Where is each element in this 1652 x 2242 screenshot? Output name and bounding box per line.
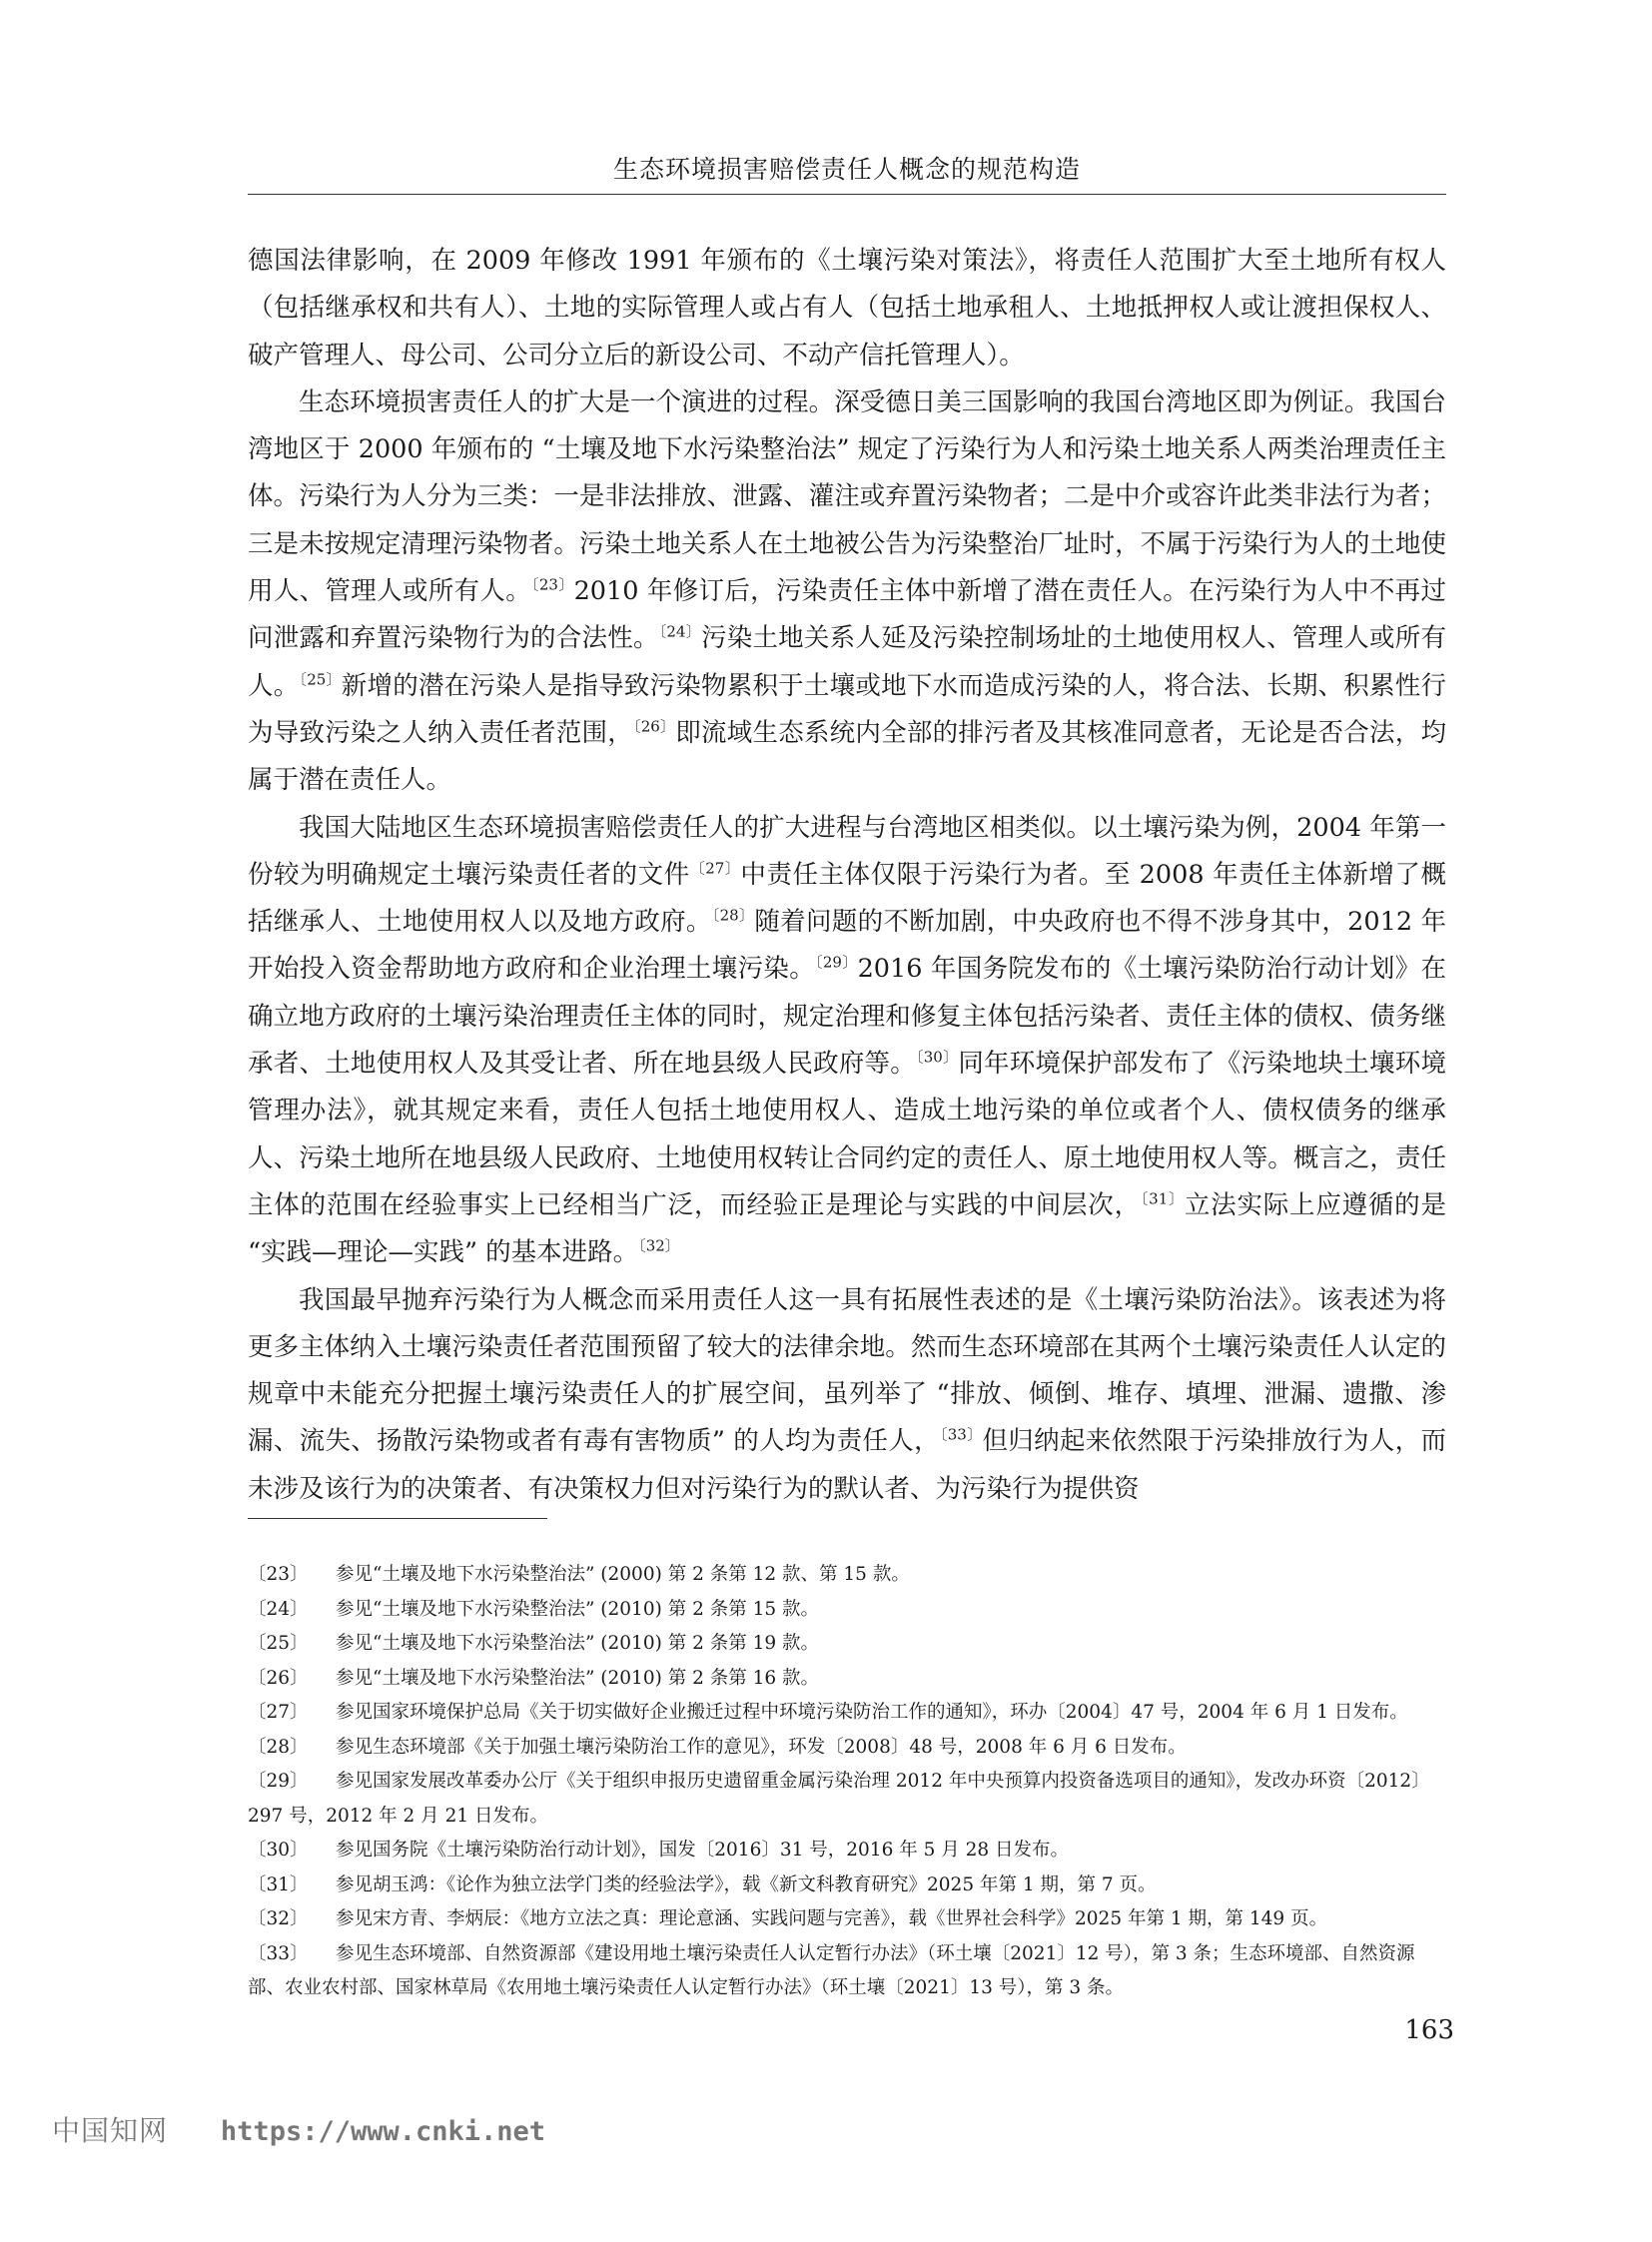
footnote-text: 参见生态环境部《关于加强土壤污染防治工作的意见》，环发〔2008〕48 号，2008 年 6 月 6 日发布。 [336, 1736, 1187, 1758]
cnki-watermark[interactable] [52, 2109, 545, 2149]
footnote-text: 参见国家环境保护总局《关于切实做好企业搬迁过程中环境污染防治工作的通知》，环办〔2004〕47 号，2004 年 6 月 1 日发布。 [336, 1702, 1408, 1723]
footnote [248, 1696, 1446, 1731]
body-paragraph [248, 238, 1446, 379]
footnote-text: 参见“土壤及地下水污染整治法” (2010) 第 2 条第 19 款。 [336, 1633, 820, 1654]
paragraph-text: 但归纳起来依然限于污染排放行为人，而未涉及该行为的决策者、有决策权力但对污染行为的默认者、为污染行为提供资 [248, 1426, 1446, 1504]
footnote-ref[interactable]: 〔25〕 [299, 670, 342, 689]
footnote-number: 〔31〕 [248, 1873, 309, 1895]
footnote-text: 参见生态环境部、自然资源部《建设用地土壤污染责任人认定暂行办法》（环土壤〔2021〕12 号），第 3 条；生态环境部、自然资源部、农业农村部、国家林草局《农用地土壤污染责任人认定暂行办法》（环土壤〔2021〕13 号），第 3 条。 [248, 1942, 1415, 1998]
footnote-number: 〔32〕 [248, 1908, 309, 1929]
footnote-number: 〔24〕 [248, 1598, 309, 1620]
footnote [248, 1593, 1446, 1628]
footnote-text: 参见“土壤及地下水污染整治法” (2000) 第 2 条第 12 款、第 15 款。 [336, 1564, 910, 1585]
footnote [248, 1731, 1446, 1766]
paragraph-text: 污染土地关系人延及污染控制场址的土地使用权人、管理人或所有人。 [248, 623, 1446, 701]
paragraph-text: 生态环境损害责任人的扩大是一个演进的过程。深受德日美三国影响的我国台湾地区即为例证。我国台湾地区于 2000 年颁布的 “土壤及地下水污染整治法” 规定了污染行为人和污染土地关系人两类治理责任主体。污染行为人分为三类：一是非法排放、泄露、灌注或弃置污染物者；二是中介或容许此类非法行为者；三是未按规定清理污染物者。污染土地关系人在土地被公告为污染整治厂址时，不属于污染行为人的土地使用人、管理人或所有人。 [248, 386, 1446, 607]
footnote-ref[interactable]: 〔28〕 [711, 906, 755, 925]
footnotes [248, 1558, 1446, 2006]
paragraph-text: 我国大陆地区生态环境损害赔偿责任人的扩大进程与台湾地区相类似。以土壤污染为例，2004 年第一份较为明确规定土壤污染责任者的文件 [248, 812, 1446, 890]
footnote [248, 1558, 1446, 1593]
footnote-text: 参见国家发展改革委办公厅《关于组织申报历史遗留重金属污染治理 2012 年中央预算内投资备选项目的通知》，发改办环资〔2012〕297 号，2012 年 2 月 21 日发布。 [248, 1771, 1430, 1827]
footnote [248, 1765, 1446, 1834]
body-paragraph [248, 1277, 1446, 1513]
footnote [248, 1868, 1446, 1903]
footnote-ref[interactable]: 〔29〕 [815, 953, 858, 972]
footnote-number: 〔33〕 [248, 1942, 309, 1964]
footnote-ref[interactable]: 〔32〕 [638, 1236, 680, 1255]
footnote-number: 〔23〕 [248, 1564, 309, 1585]
body-text [248, 238, 1446, 1513]
footnote-ref[interactable]: 〔23〕 [531, 575, 574, 594]
footnote [248, 1902, 1446, 1937]
footnote-number: 〔26〕 [248, 1667, 309, 1689]
footnote [248, 1937, 1446, 2006]
paragraph-text: 德国法律影响，在 2009 年修改 1991 年颁布的《土壤污染对策法》，将责任人范围扩大至土地所有权人（包括继承权和共有人）、土地的实际管理人或占有人（包括土地承租人、土地抵押权人或让渡担保权人、破产管理人、母公司、公司分立后的新设公司、不动产信托管理人）。 [248, 246, 1446, 371]
paragraph-text: 即流域生态系统内全部的排污者及其核准同意者，无论是否合法，均属于潜在责任人。 [248, 717, 1446, 796]
footnote-number: 〔27〕 [248, 1702, 309, 1723]
footnote-number: 〔28〕 [248, 1736, 309, 1758]
paragraph-text: 我国最早抛弃污染行为人概念而采用责任人这一具有拓展性表述的是《土壤污染防治法》。该表述为将更多主体纳入土壤污染责任者范围预留了较大的法律余地。然而生态环境部在其两个土壤污染责任人认定的规章中未能充分把握土壤污染责任人的扩展空间，虽列举了 “排放、倾倒、堆存、填埋、泄漏、遗撒、渗漏、流失、扬散污染物或者有毒有害物质” 的人均为责任人， [248, 1284, 1446, 1457]
footnote-text: 参见“土壤及地下水污染整治法” (2010) 第 2 条第 16 款。 [336, 1667, 820, 1689]
footnote-number: 〔25〕 [248, 1633, 309, 1654]
paragraph-text: 中责任主体仅限于污染行为者。至 2008 年责任主体新增了概括继承人、土地使用权人以及地方政府。 [248, 859, 1447, 938]
footnote-text: 参见“土壤及地下水污染整治法” (2010) 第 2 条第 15 款。 [336, 1598, 820, 1620]
footnote-number: 〔29〕 [248, 1771, 309, 1792]
footnote [248, 1627, 1446, 1662]
footnote-ref[interactable]: 〔33〕 [939, 1425, 983, 1444]
footnote-text: 参见宋方青、李炳辰：《地方立法之真：理论意涵、实践问题与完善》，载《世界社会科学》2025 年第 1 期，第 149 页。 [336, 1908, 1328, 1929]
footnote-text: 参见国务院《土壤污染防治行动计划》，国发〔2016〕31 号，2016 年 5 月 28 日发布。 [336, 1840, 1070, 1861]
paragraph-text: 2010 年修订后，污染责任主体中新增了潜在责任人。在污染行为人中不再过问泄露和弃置污染物行为的合法性。 [248, 576, 1446, 654]
paragraph-text: 同年环境保护部发布了《污染地块土壤环境管理办法》，就其规定来看，责任人包括土地使用权人、造成土地污染的单位或者个人、债权债务的继承人、污染土地所在地县级人民政府、土地使用权转让合同约定的责任人、原土地使用权人等。概言之，责任主体的范围在经验事实上已经相当广泛，而经验正是理论与实践的中间层次， [248, 1049, 1446, 1220]
footnote-separator [248, 1518, 547, 1519]
body-paragraph [248, 379, 1446, 805]
footnote-ref[interactable]: 〔30〕 [916, 1048, 959, 1067]
body-paragraph [248, 805, 1446, 1277]
footnote-text: 参见胡玉鸿：《论作为独立法学门类的经验法学》，载《新文科教育研究》2025 年第 1 期，第 7 页。 [336, 1873, 1157, 1895]
paragraph-text: 2016 年国务院发布的《土壤污染防治行动计划》在确立地方政府的土壤污染治理责任主体的同时，规定治理和修复主体包括污染者、责任主体的债权、债务继承者、土地使用权人及其受让者、所在地县级人民政府等。 [248, 954, 1446, 1080]
paragraph-text: 随着问题的不断加剧，中央政府也不得不涉身其中，2012 年开始投入资金帮助地方政府和企业治理土壤污染。 [248, 907, 1446, 985]
paragraph-text: 立法实际上应遵循的是 “实践—理论—实践” 的基本进路。 [248, 1189, 1446, 1268]
cnki-url[interactable]: https://www.cnki.net [220, 2116, 546, 2147]
paragraph-text: 新增的潜在污染人是指导致污染物累积于土壤或地下水而造成污染的人，将合法、长期、积累性行为导致污染之人纳入责任者范围， [248, 670, 1446, 748]
footnote-ref[interactable]: 〔26〕 [632, 717, 676, 736]
running-header: 生态环境损害赔偿责任人概念的规范构造 [612, 155, 1081, 184]
footnote-ref[interactable]: 〔24〕 [658, 622, 701, 641]
page-number: 163 [1404, 2015, 1454, 2045]
footnote-ref[interactable]: 〔27〕 [689, 859, 741, 878]
cnki-brand: 中国知网 [52, 2114, 169, 2147]
footnote [248, 1834, 1446, 1868]
footnote-ref[interactable]: 〔31〕 [1140, 1189, 1185, 1208]
header-rule [248, 194, 1446, 195]
footnote-number: 〔30〕 [248, 1840, 309, 1861]
footnote [248, 1662, 1446, 1697]
